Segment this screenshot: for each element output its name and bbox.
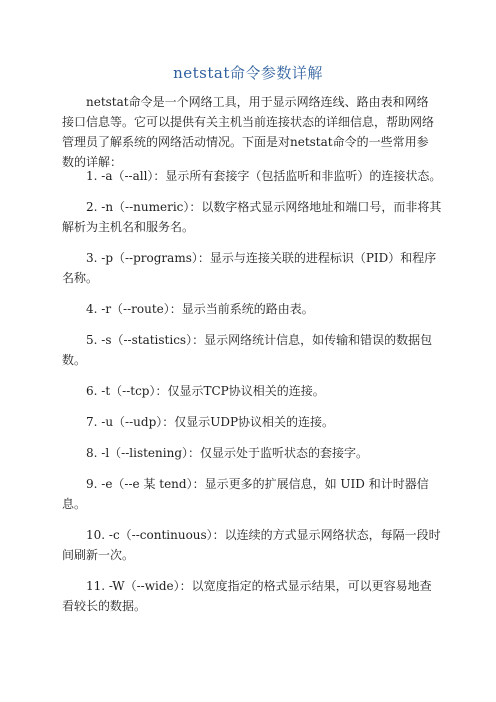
- document-title: netstat命令参数详解: [173, 64, 323, 82]
- list-item: 6. -t（--tcp）：仅显示TCP协议相关的连接。: [86, 384, 325, 398]
- list-item: 5. -s（--statistics）：显示网络统计信息，如传输和错误的数据包数。: [62, 333, 433, 367]
- list-item: 9. -e（--e 某 tend）：显示更多的扩展信息，如 UID 和计时器信息。: [62, 477, 429, 511]
- intro-paragraph: netstat命令是一个网络工具，用于显示网络连线、路由表和网络接口信息等。它可以提供有关主机当前连接状态的详细信息，帮助网络管理员了解系统的网络活动情况。下面是对netstat命令的一些常用参数的详解：: [62, 95, 435, 169]
- list-item: 11. -W（--wide）：以宽度指定的格式显示结果，可以更容易地查看较长的数据。: [62, 579, 432, 613]
- list-item: 2. -n（--numeric）：以数字格式显示网络地址和端口号，而非将其解析为主机名和服务名。: [62, 200, 442, 234]
- list-item: 1. -a（--all）：显示所有套接字（包括监听和非监听）的连接状态。: [86, 169, 442, 183]
- parameter-list: [62, 166, 442, 627]
- list-item: 10. -c（--continuous）：以连续的方式显示网络状态，每隔一段时间刷新一次。: [62, 528, 441, 562]
- list-item: 3. -p（--programs）：显示与连接关联的进程标识（PID）和程序名称。: [62, 251, 437, 285]
- list-item: 8. -l（--listening）：仅显示处于监听状态的套接字。: [86, 446, 369, 460]
- list-item: 4. -r（--route）：显示当前系统的路由表。: [86, 302, 314, 316]
- list-item: 7. -u（--udp）：仅显示UDP协议相关的连接。: [86, 415, 335, 429]
